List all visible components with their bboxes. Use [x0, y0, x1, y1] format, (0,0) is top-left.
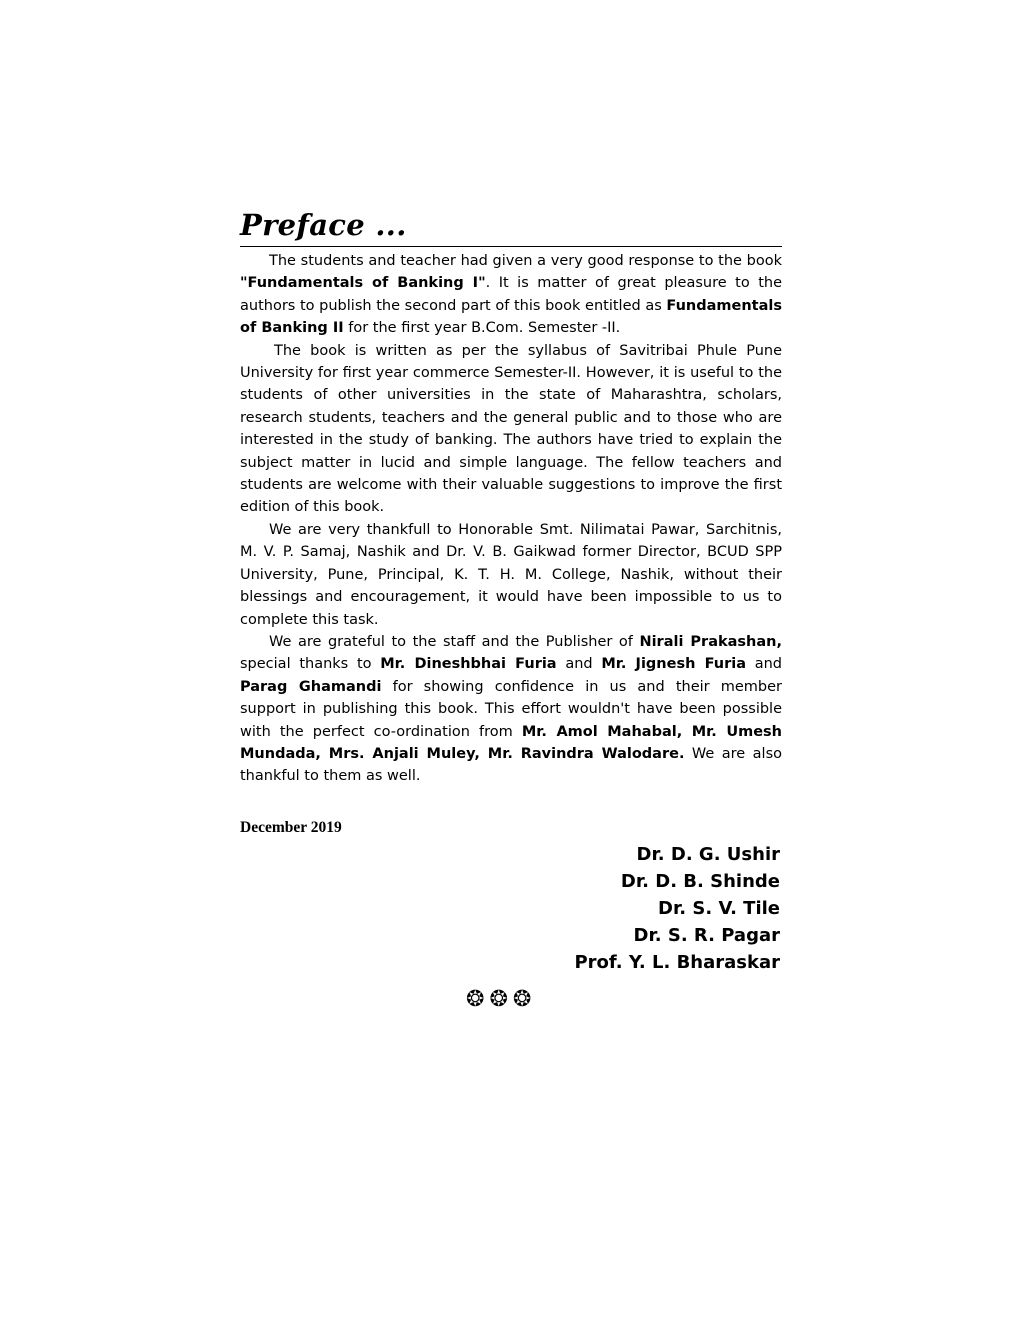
text-run: . It is matter of great pleasure to the authors to publish the second part of this book entitled as [240, 275, 782, 314]
preface-body [240, 250, 782, 788]
flower-ornament-icon: ❂ [466, 987, 490, 1012]
preface-date: December 2019 [240, 818, 342, 836]
bold-text: Mr. Amol Mahabal, Mr. Umesh Mundada, Mrs. Anjali Muley, Mr. Ravindra Walodare. [240, 723, 782, 762]
author-name: Dr. D. B. Shinde [620, 870, 780, 892]
text-run: and [556, 656, 602, 673]
text-run: The book is written as per the syllabus of Savitribai Phule Pune University for first year commerce Semester-II. However, it is useful to the students of other universities in the state of Maharashtra, scholars, research students, teachers and the general public and to those who are interested in the study of banking. The authors have tried to explain the subject matter in lucid and simple language. The fellow teachers and students are welcome with their valuable suggestions to improve the first edition of this book. [240, 342, 782, 516]
bold-text: Mr. Dineshbhai Furia [380, 656, 557, 673]
text-run: The students and teacher had given a very good response to the book [269, 253, 782, 269]
bold-text: Nirali Prakashan, [639, 633, 782, 650]
text-run: We are also thankful to them as well. [240, 745, 782, 785]
bold-text: "Fundamentals of Banking I" [240, 275, 486, 292]
author-name: Prof. Y. L. Bharaskar [574, 951, 780, 973]
text-run: We are very thankfull to Honorable Smt. Nilimatai Pawar, Sarchitnis, M. V. P. Samaj, Nashik and Dr. V. B. Gaikwad former Director, BCUD SPP University, Pune, Principal, K. T. H. M. College, Nashik, without their blessings and encouragement, it would have been impossible to us to complete this task. [240, 521, 782, 628]
preface-page [240, 206, 782, 976]
bold-text: Mr. Jignesh Furia [601, 656, 746, 673]
bold-text: Fundamentals of Banking II [240, 297, 782, 337]
text-run: for showing confidence in us and their member support in publishing this book. This effort wouldn't have been possible with the perfect co-ordination from [240, 678, 782, 740]
text-run: for the first year B.Com. Semester -II. [343, 320, 621, 337]
paragraph [240, 340, 782, 519]
bold-text: Parag Ghamandi [240, 678, 382, 695]
title-divider [240, 246, 782, 247]
paragraph [240, 631, 782, 788]
text-run: We are grateful to the staff and the Publisher of [269, 633, 640, 650]
paragraph [240, 519, 782, 631]
author-list [240, 841, 782, 976]
end-ornament [466, 987, 536, 1012]
page-title: Preface ... [240, 208, 407, 242]
flower-ornament-icon: ❂ [489, 987, 513, 1012]
author-name: Dr. D. G. Ushir [636, 843, 780, 865]
text-run: and [746, 656, 783, 673]
text-run: special thanks to [240, 656, 381, 673]
author-name: Dr. S. R. Pagar [633, 924, 780, 946]
paragraph [240, 250, 782, 340]
flower-ornament-icon: ❂ [512, 987, 537, 1012]
author-name: Dr. S. V. Tile [658, 897, 780, 919]
